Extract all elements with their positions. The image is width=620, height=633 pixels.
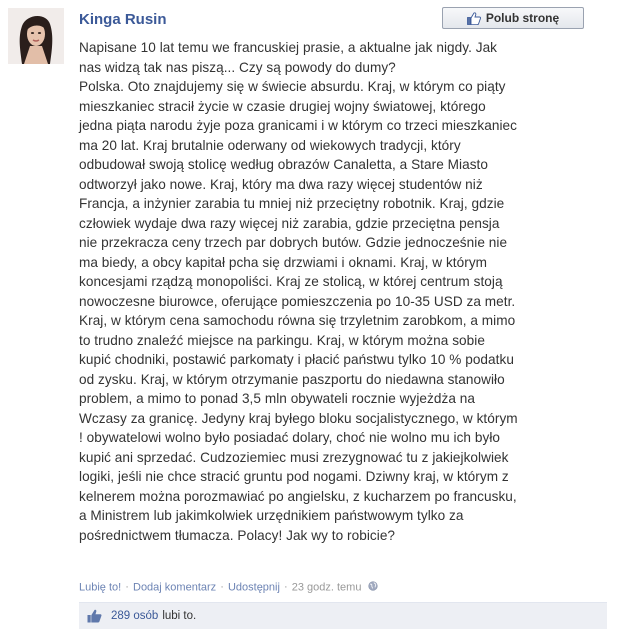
- avatar-photo: [8, 8, 64, 64]
- post-line: pośrednictwem tłumacza. Polacy! Jak wy to robicie?: [79, 527, 396, 543]
- like-link[interactable]: Lubię to!: [79, 581, 122, 594]
- likes-text: lubi to.: [162, 610, 197, 622]
- comment-link[interactable]: Dodaj komentarz: [133, 581, 217, 594]
- author-avatar[interactable]: [8, 8, 64, 64]
- like-page-label: Polub stronę: [485, 11, 560, 25]
- post-line: ma 20 lat. Kraj brutalnie oderwany od wiekowych tradycji, który: [79, 137, 461, 153]
- post-line: odbudował swoją stolicę według obrazów Canaletta, a Stare Miasto: [79, 157, 488, 172]
- post-line: od zysku. Kraj, w którym otrzymanie paszportu do niedawna stanowiło: [79, 371, 505, 387]
- post-line: Wczasy za granicę. Jedyny kraj byłego bloku socjalistycznego, w którym: [79, 410, 518, 426]
- post-line: kupić ani sprzedać. Cudzoziemiec musi zrezygnować tu z jakiejkolwiek: [79, 449, 509, 465]
- post-line: a Ministrem lub jakimkolwiek urzędnikiem państwowym tylko za: [79, 508, 464, 523]
- post-line: kupić chodniki, postawić parkomaty i płacić państwu tylko 10 % podatku: [79, 352, 514, 367]
- post-line: Francja, a inżynier zarabia tu mniej niż przeciętny robotnik. Kraj, gdzie: [79, 196, 505, 211]
- post-line: koncesjami rządzą monopoliści. Kraj ze stolicą, w której centrum stoją: [79, 274, 503, 289]
- post-line: Kraj, w którym cena samochodu równa się trzyletnim zarobkom, a mimo: [79, 313, 516, 328]
- like-page-button[interactable]: [442, 7, 584, 29]
- post-line: kelnerem można porozmawiać po angielsku, z kucharzem po francusku,: [79, 488, 517, 504]
- post-line: Polska. Oto znajdujemy się w świecie absurdu. Kraj, w którym co piąty: [79, 79, 506, 94]
- post-line: nie przekracza ceny trzech par dobrych butów. Gdzie jednocześnie nie: [79, 235, 508, 250]
- post-timestamp[interactable]: 23 godz. temu: [291, 581, 362, 594]
- share-link[interactable]: Udostępnij: [227, 581, 280, 594]
- post-actions-bar: [79, 581, 378, 594]
- post-line: problem, a mimo to ponad 3,5 mln obywateli rocznie wyjeżdża na: [79, 391, 476, 406]
- post-message: [79, 38, 599, 545]
- globe-icon: [368, 581, 378, 594]
- thumbs-up-icon: [467, 12, 481, 25]
- separator: ·: [220, 581, 224, 594]
- post-line: człowiek wydaje dwa razy więcej niż zarabia, gdzie przeciętna pensja: [79, 215, 500, 231]
- post-line: ! obywatelowi wolno było posiadać dolary, choć nie wolno mu ich było: [79, 430, 501, 445]
- author-name[interactable]: Kinga Rusin: [79, 11, 167, 28]
- post-line: nas widzą tak nas piszą... Czy są powody do dumy?: [79, 59, 396, 75]
- post-line: jedna piąta narodu żyje poza granicami i w którym co trzeci mieszkaniec: [79, 118, 517, 133]
- post-line: mieszkaniec stracił życie w czasie drugiej wojny światowej, którego: [79, 98, 486, 114]
- post-line: ma biedy, a obcy kapitał pcha się drzwiami i oknami. Kraj, w którym: [79, 254, 488, 270]
- likes-summary: [79, 602, 607, 629]
- likes-count-link[interactable]: 289 osób: [111, 610, 159, 622]
- post-line: logiki, jeśli nie chce stracić gruntu pod nogami. Dziwny kraj, w którym z: [79, 469, 509, 484]
- post-line: Napisane 10 lat temu we francuskiej prasie, a aktualne jak nigdy. Jak: [79, 40, 498, 55]
- separator: ·: [125, 581, 129, 594]
- thumbs-up-icon: [87, 609, 102, 623]
- post-line: nowoczesne biurowce, oferujące pomieszczenia po 10-35 USD za metr.: [79, 293, 516, 309]
- post-line: to trudno znaleźć miejsce na parkingu. Kraj, w którym można sobie: [79, 332, 485, 348]
- post-line: odtworzył jako nowe. Kraj, który ma dwa razy więcej studentów niż: [79, 176, 483, 192]
- separator: ·: [284, 581, 288, 594]
